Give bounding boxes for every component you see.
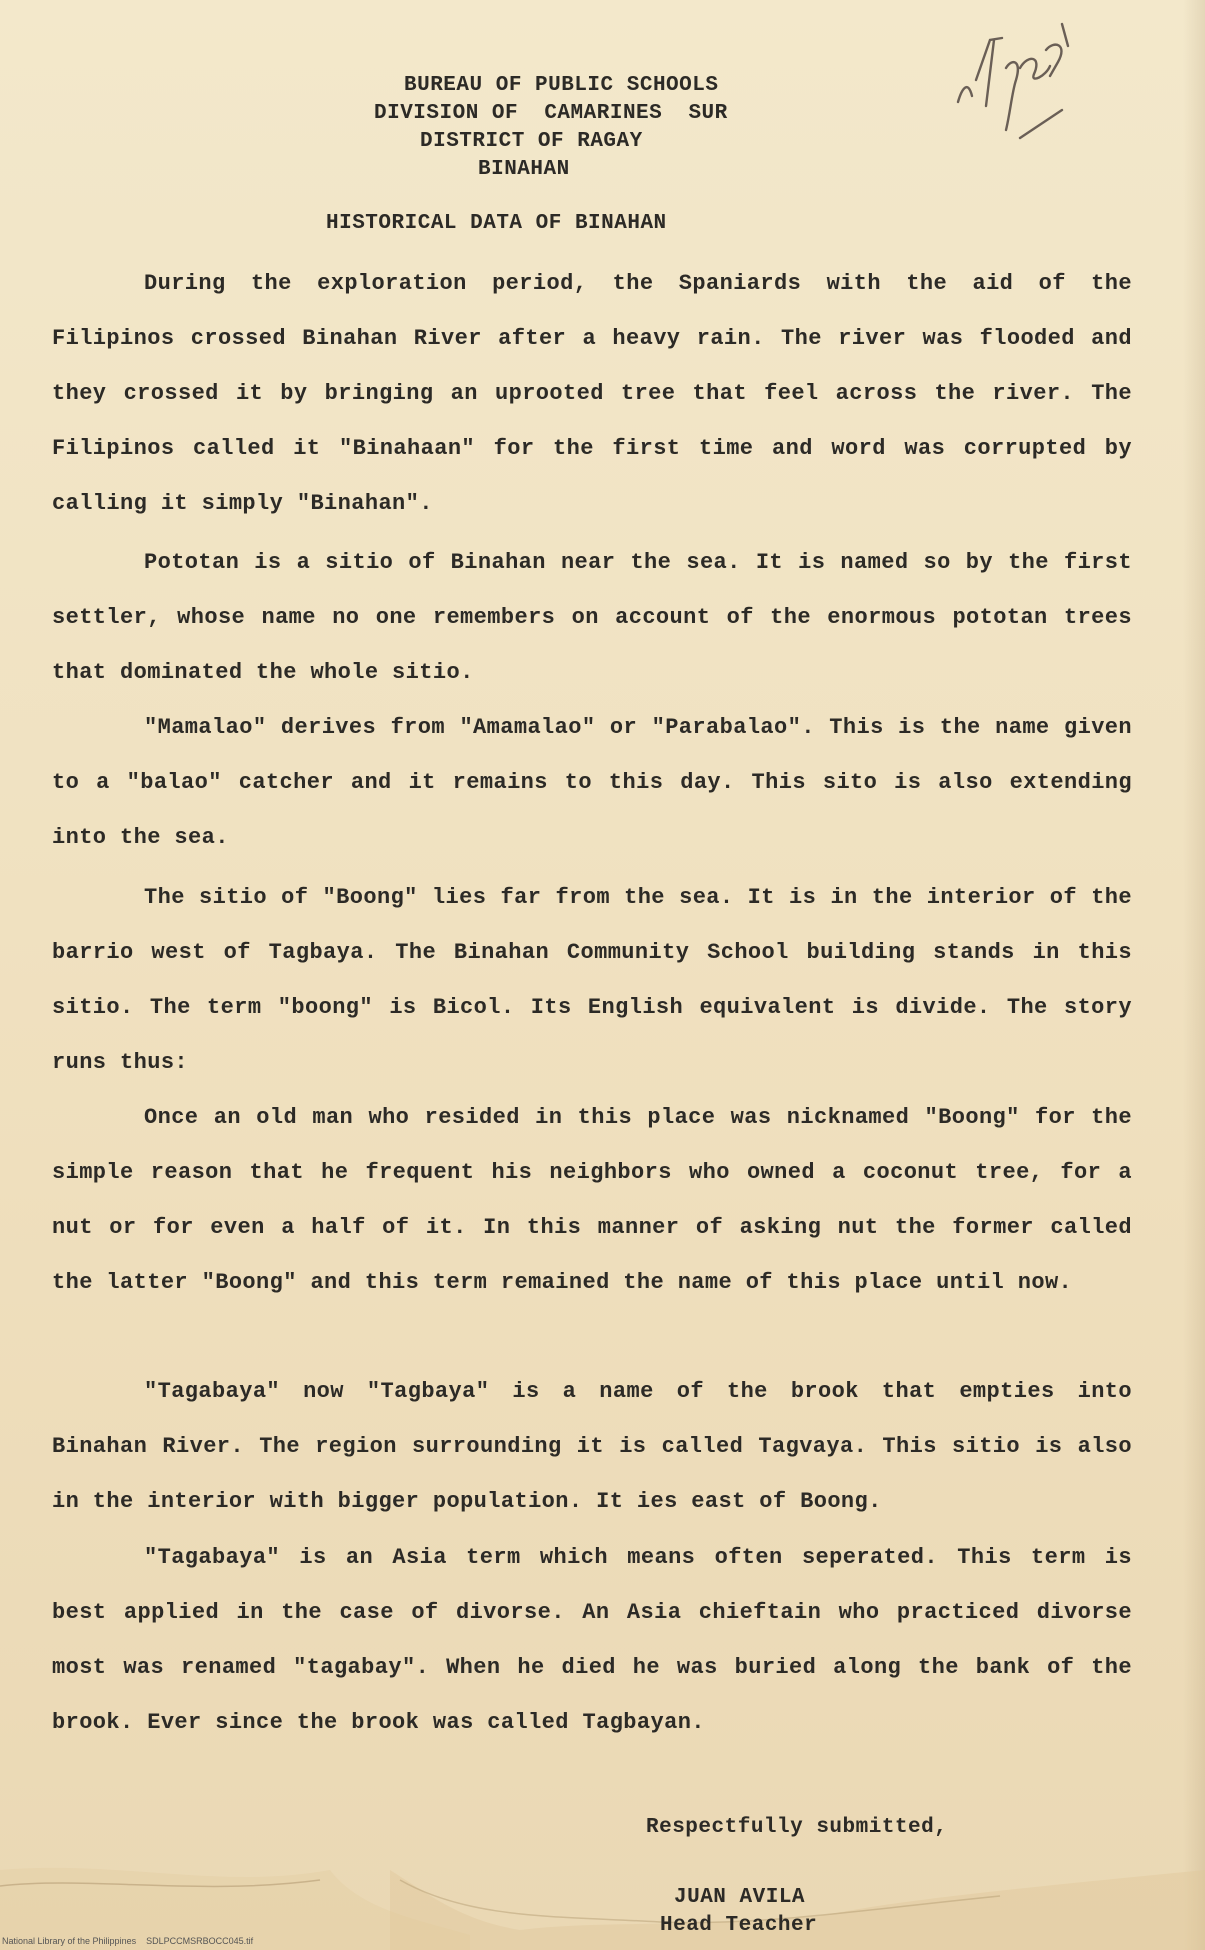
paragraph-text: "Tagabaya" is an Asia term which means often seperated. This term is best applied in the case of divorse. An Asia chieftain who practiced divorse most was renamed "tagabay". When he died he was buried along the bank of the brook. Ever since the brook was called Tagbayan. xyxy=(52,1545,1132,1735)
handwritten-margin-note xyxy=(950,10,1080,150)
header-bureau: BUREAU OF PUBLIC SCHOOLS xyxy=(404,74,719,97)
header-division: DIVISION OF CAMARINES SUR xyxy=(374,102,728,125)
signatory-name: JUAN AVILA xyxy=(674,1886,806,1909)
paragraph-text: "Mamalao" derives from "Amamalao" or "Parabalao". This is the name given to a "balao" catcher and it remains to this day. This sito is also extending into the sea. xyxy=(52,715,1132,850)
paragraph-text: "Tagabaya" now "Tagbaya" is a name of the brook that empties into Binahan River. The region surrounding it is called Tagvaya. This sitio is also in the interior with bigger population. It ies east of Boong. xyxy=(52,1379,1132,1514)
torn-paper-edge xyxy=(0,1720,1205,1950)
paragraph-tagabaya-term xyxy=(52,1530,1132,1750)
paragraph-pototan xyxy=(52,535,1132,700)
paragraph-boong xyxy=(52,870,1132,1090)
signatory-title: Head Teacher xyxy=(660,1914,818,1937)
paragraph-binahan xyxy=(52,256,1132,531)
paragraph-text: During the exploration period, the Spaniards with the aid of the Filipinos crossed Binahan River after a heavy rain. The river was flooded and they crossed it by bringing an uprooted tree that feel across the river. The Filipinos called it "Binahaan" for the first time and word was corrupted by calling it simply "Binahan". xyxy=(52,271,1132,516)
paragraph-mamalao xyxy=(52,700,1132,865)
document-title: HISTORICAL DATA OF BINAHAN xyxy=(326,212,667,235)
page-edge-shadow xyxy=(1183,0,1205,1950)
header-district: DISTRICT OF RAGAY xyxy=(420,130,643,153)
paragraph-text: The sitio of "Boong" lies far from the sea. It is in the interior of the barrio west of Tagbaya. The Binahan Community School building stands in this sitio. The term "boong" is Bicol. Its English equivalent is divide. The story runs thus: xyxy=(52,885,1132,1075)
paragraph-boong-story xyxy=(52,1090,1132,1310)
paragraph-tagbaya xyxy=(52,1364,1132,1529)
closing-line: Respectfully submitted, xyxy=(646,1816,948,1839)
paragraph-text: Pototan is a sitio of Binahan near the sea. It is named so by the first settler, whose name no one remembers on account of the enormous pototan trees that dominated the whole sitio. xyxy=(52,550,1132,685)
header-barrio: BINAHAN xyxy=(478,158,570,181)
archive-footer: National Library of the Philippines SDLPCCMSRBOCC045.tif xyxy=(2,1936,254,1946)
paragraph-text: Once an old man who resided in this place was nicknamed "Boong" for the simple reason that he frequent his neighbors who owned a coconut tree, for a nut or for even a half of it. In this manner of asking nut the former called the latter "Boong" and this term remained the name of this place until now. xyxy=(52,1105,1132,1295)
